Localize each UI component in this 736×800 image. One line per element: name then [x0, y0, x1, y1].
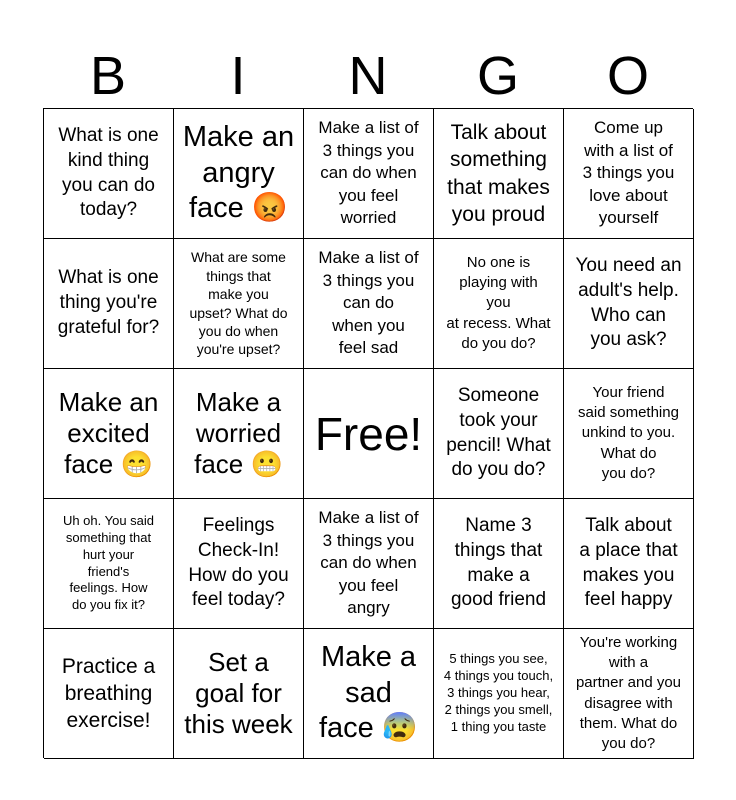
bingo-cell-worried-list[interactable]	[304, 109, 434, 239]
bingo-cell-pencil[interactable]	[434, 369, 564, 499]
header-letter-b: B	[89, 46, 127, 106]
header-letter-o: O	[606, 46, 649, 106]
bingo-cell-sad-list[interactable]	[304, 239, 434, 369]
bingo-cell-hurt-feelings[interactable]	[44, 499, 174, 629]
bingo-cell-text: Make a list of 3 things you can do when you feel sad	[318, 248, 419, 358]
bingo-cell-text: Someone took your pencil! What do you do?	[446, 385, 551, 481]
bingo-cell-text: Make an angry face 😡	[182, 121, 295, 225]
bingo-cell-goal[interactable]	[174, 629, 304, 759]
bingo-cell-friend-unkind[interactable]	[564, 369, 694, 499]
bingo-cell-text: Make a list of 3 things you can do when you feel angry	[318, 508, 419, 618]
bingo-cell-worried-face[interactable]	[174, 369, 304, 499]
bingo-cell-breathing[interactable]	[44, 629, 174, 759]
bingo-cell-grateful[interactable]	[44, 239, 174, 369]
bingo-cell-adult-help[interactable]	[564, 239, 694, 369]
bingo-cell-partner-disagree[interactable]	[564, 629, 694, 759]
bingo-cell-check-in[interactable]	[174, 499, 304, 629]
bingo-cell-angry-list[interactable]	[304, 499, 434, 629]
bingo-cell-text: 5 things you see, 4 things you touch, 3 things you hear, 2 things you smell, 1 thing you taste	[443, 651, 554, 734]
bingo-cell-text: Set a goal for this week	[184, 646, 293, 740]
bingo-cell-text: Your friend said something unkind to you. What do you do?	[578, 383, 679, 482]
bingo-cell-text: What is one kind thing you can do today?	[58, 125, 159, 221]
bingo-cell-text: Name 3 things that make a good friend	[450, 515, 547, 611]
bingo-cell-text: No one is playing with you at recess. What do you do?	[446, 253, 551, 352]
bingo-cell-excited-face[interactable]	[44, 369, 174, 499]
bingo-cell-text: Feelings Check-In! How do you feel today?	[188, 515, 289, 611]
bingo-cell-upset[interactable]	[174, 239, 304, 369]
bingo-cell-happy-place[interactable]	[564, 499, 694, 629]
bingo-cell-text: Make an excited face 😁	[58, 386, 159, 480]
bingo-cell-text: You need an adult's help. Who can you ask?	[575, 255, 682, 351]
bingo-cell-sad-face[interactable]	[304, 629, 434, 759]
bingo-header	[43, 44, 693, 108]
header-letter-i: I	[230, 46, 246, 106]
bingo-cell-text: Practice a breathing exercise!	[61, 654, 156, 733]
header-letter-g: G	[476, 46, 519, 106]
bingo-cell-love-yourself[interactable]	[564, 109, 694, 239]
bingo-cell-text: Come up with a list of 3 things you love about yourself	[582, 118, 675, 228]
bingo-cell-senses[interactable]	[434, 629, 564, 759]
bingo-cell-angry-face[interactable]	[174, 109, 304, 239]
bingo-cell-recess[interactable]	[434, 239, 564, 369]
bingo-cell-free[interactable]	[304, 369, 434, 499]
bingo-cell-text: Uh oh. You said something that hurt your friend's feelings. How do you fix it?	[62, 512, 155, 613]
bingo-cell-text: Make a list of 3 things you can do when you feel worried	[318, 118, 419, 228]
header-letter-n: N	[348, 46, 388, 106]
bingo-cell-kind-thing[interactable]	[44, 109, 174, 239]
bingo-cell-text: Free!	[314, 407, 423, 460]
bingo-cell-good-friend[interactable]	[434, 499, 564, 629]
bingo-cell-text: What is one thing you're grateful for?	[57, 267, 160, 338]
bingo-cell-text: Talk about something that makes you proud	[447, 120, 550, 226]
bingo-cell-text: What are some things that make you upset? What do you do when you're upset?	[189, 249, 288, 358]
bingo-board	[43, 108, 693, 758]
bingo-cell-text: You're working with a partner and you disagree with them. What do you do?	[575, 633, 682, 752]
bingo-cell-text: Talk about a place that makes you feel happy	[579, 515, 678, 611]
bingo-cell-text: Make a worried face 😬	[194, 386, 283, 480]
bingo-cell-proud[interactable]	[434, 109, 564, 239]
bingo-cell-text: Make a sad face 😰	[319, 641, 418, 745]
